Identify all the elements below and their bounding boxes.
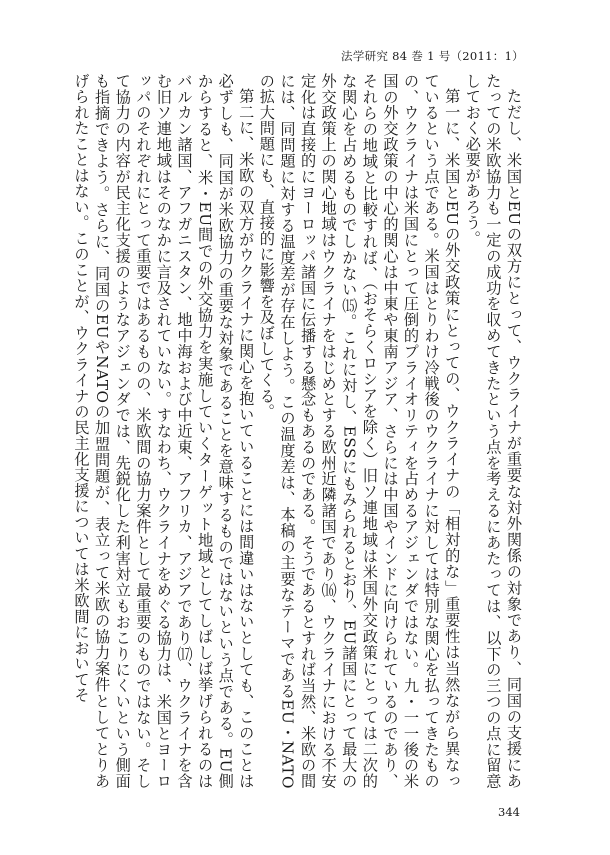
page-number: 344 [498,805,520,819]
paragraph-second-point: 第二に、米欧の双方がウクライナに関心を抱いていることには間違いはないとしても、このことは必ずしも、同国が米欧協力の重要な対象であることを意味するものではないという点である。EU側からすると、米・EU間での外交協力を実施していくターゲット地域としてしばしば挙げられるのはバルカン諸国、アフガニスタン、地中海および中近東、アフリカ、アジアであり⒄、ウクライナを含む旧ソ連地域はそのなかに言及されていない。すなわち、ウクライナをめぐる協力は、米国とヨーロッパのそれぞれにとって重要ではあるものの、米欧間の協力案件として最重要のものではない。そして協力の内容が民主化支援のようなアジェンダでは、先鋭化した利害対立もおこりにくいという側面も指摘できよう。さらに、同国のEUやNATOの加盟問題が、表立って米欧の協力案件としてとりあげられたことはない。このことが、ウクライナの民主化支援については米欧間においてそ [72,73,256,789]
body-text-block [72,73,524,789]
running-header: 法学研究 84 巻 1 号（2011：1） [341,49,524,63]
paragraph-first-point: 第一に、米国とEUの外交政策にとっての、ウクライナの「相対的な」重要性は当然ながら異なっているという点である。米国はとりわけ冷戦後のウクライナに対しては特別な関心を払ってきたものの、ウクライナは米国にとって圧倒的プライオリティを占めるアジェンダではない。九・一一後の米国の外交政策の中心的関心は中東や東南アジア、さらには中国やインドに向けられているのであり、それらの地域と比較すれば、（おそらくロシアを除く）旧ソ連地域は米国外交政策にとっては二次的な関心を占めるものでしかない⒂。これに対し、ESSにもみられるとおり、EU諸国にとって最大の外交政策上の関心地域はウクライナをはじめとする欧州近隣諸国であり⒃、ウクライナにおける不安定化は直接的にヨーロッパ諸国に伝播する懸念もあるのである。そうであるとすれば当然、米欧の間には、同問題に対する温度差が存在しよう。この温度差は、本稿の主要なテーマであるEU・NATOの拡大問題にも、直接的に影響を及ぼしてくる。 [257,73,462,789]
vertical-text-column [72,73,524,789]
paragraph-caveat-intro: ただし、米国とEUの双方にとって、ウクライナが重要な対外関係の対象であり、同国の支援にあたっての米欧協力も一定の成功を収めてきたという点を考えるにあたっては、以下の三つの点に留意しておく必要があろう。 [463,73,523,789]
